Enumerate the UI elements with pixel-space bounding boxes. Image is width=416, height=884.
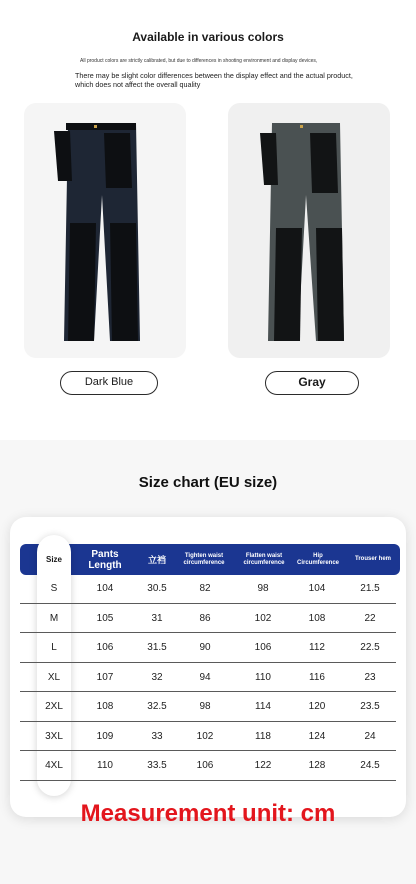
- color-option-dark-blue[interactable]: Dark Blue: [60, 371, 158, 395]
- cell-crotch: 31: [151, 612, 163, 624]
- cell-flatten: 122: [254, 760, 272, 771]
- cell-pants-length: 108: [96, 701, 114, 712]
- cell-flatten: 106: [254, 642, 272, 653]
- pants-image-gray: [228, 103, 390, 358]
- cell-tighten: 86: [199, 612, 211, 624]
- cell-pants-length: 107: [96, 671, 114, 683]
- cell-size: 2XL: [45, 701, 63, 712]
- cell-hem: 24: [364, 730, 376, 742]
- cell-hem: 22: [364, 612, 376, 624]
- cell-size: L: [51, 642, 57, 653]
- cell-pants-length: 106: [96, 642, 114, 653]
- cell-hem: 22.5: [360, 642, 380, 653]
- cell-flatten: 114: [255, 701, 271, 712]
- cell-hip: 108: [308, 612, 326, 624]
- cell-tighten: 102: [196, 730, 214, 742]
- cell-pants-length: 109: [96, 730, 114, 742]
- cell-crotch: 32: [151, 671, 163, 683]
- header-tighten-waist: Tighten waist circumference: [183, 552, 225, 566]
- size-chart-title: Size chart (EU size): [138, 474, 278, 491]
- header-size: Size: [45, 555, 62, 564]
- cell-hem: 23.5: [360, 701, 380, 712]
- cell-hip: 124: [308, 730, 326, 742]
- color-option-gray[interactable]: Gray: [265, 371, 359, 395]
- cell-size: S: [50, 583, 58, 594]
- cell-tighten: 82: [199, 583, 211, 594]
- cell-size: M: [49, 612, 59, 624]
- cell-tighten: 90: [199, 642, 211, 653]
- cell-hip: 112: [309, 642, 325, 653]
- header-crotch: 立裆: [147, 555, 166, 565]
- cell-crotch: 32.5: [147, 701, 167, 712]
- color-disclaimer-small: All product colors are strictly calibrated, but due to differences in shooting environment and display devices,: [80, 58, 318, 64]
- cell-hip: 104: [308, 583, 326, 594]
- cell-flatten: 98: [257, 583, 269, 594]
- measurement-unit-note: Measurement unit: cm: [80, 800, 336, 827]
- cell-hem: 21.5: [360, 583, 380, 594]
- cell-pants-length: 110: [97, 760, 113, 771]
- pants-gray: [260, 123, 344, 341]
- cell-hem: 23: [364, 671, 376, 683]
- cell-hip: 120: [308, 701, 326, 712]
- cell-flatten: 102: [254, 612, 272, 624]
- cell-crotch: 31.5: [147, 642, 167, 653]
- cell-pants-length: 105: [96, 612, 114, 624]
- pants-dark-blue: [54, 123, 140, 341]
- cell-crotch: 33: [151, 730, 163, 742]
- color-disclaimer: There may be slight color differences between the display effect and the actual product, which does not affect the overall quality: [75, 71, 353, 89]
- cell-tighten: 94: [199, 671, 211, 683]
- product-card-dark-blue[interactable]: [24, 103, 186, 358]
- cell-size: XL: [47, 671, 61, 683]
- cell-crotch: 33.5: [147, 760, 167, 771]
- header-trouser-hem: Trouser hem: [354, 556, 391, 562]
- cell-pants-length: 104: [96, 583, 114, 594]
- pants-image-dark-blue: [24, 103, 186, 358]
- cell-hem: 24.5: [360, 760, 380, 771]
- cell-flatten: 110: [255, 671, 271, 683]
- cell-flatten: 118: [255, 730, 271, 742]
- cell-hip: 116: [309, 671, 325, 683]
- cell-size: 3XL: [45, 730, 63, 742]
- row-divider: [20, 780, 396, 781]
- colors-heading: Available in various colors: [132, 30, 284, 44]
- cell-tighten: 98: [199, 701, 211, 712]
- cell-size: 4XL: [45, 760, 63, 771]
- header-flatten-waist: Flatten waist circumference: [243, 552, 285, 566]
- cell-crotch: 30.5: [147, 583, 167, 594]
- product-card-gray[interactable]: [228, 103, 390, 358]
- cell-hip: 128: [308, 760, 326, 771]
- header-hip: Hip Circumference: [296, 552, 340, 566]
- cell-tighten: 106: [196, 760, 214, 771]
- header-pants-length: Pants Length: [88, 548, 122, 571]
